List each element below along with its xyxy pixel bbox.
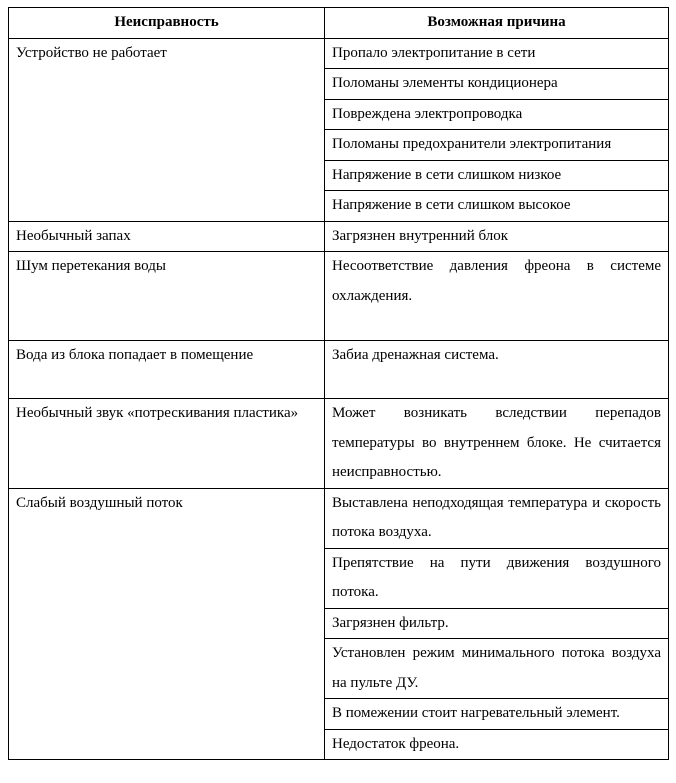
table-row [9, 399, 669, 489]
cause-item: Недостаток фреона. [325, 729, 668, 760]
header-fault: Неисправность [9, 8, 325, 39]
cause-item: В помежении стоит нагревательный элемент. [325, 698, 668, 729]
cause-cell: Загрязнен внутренний блок [325, 221, 669, 252]
table-row [9, 341, 669, 399]
cause-item: Поломаны предохранители электропитания [325, 129, 668, 160]
fault-cell: Устройство не работает [9, 38, 325, 221]
cause-item: Препятствие на пути движения воздушного потока. [325, 548, 668, 608]
fault-cell: Вода из блока попадает в помещение [9, 341, 325, 399]
cause-cell: Несоответствие давления фреона в системе охлаждения. [325, 252, 669, 341]
table-row [9, 252, 669, 341]
table-header-row [9, 8, 669, 39]
fault-cell: Необычный запах [9, 221, 325, 252]
fault-cell: Шум перетекания воды [9, 252, 325, 341]
cause-cell [325, 38, 669, 221]
cause-item: Пропало электропитание в сети [332, 44, 536, 61]
fault-cell: Необычный звук «потрескивания пластика» [9, 399, 325, 489]
cause-item: Напряжение в сети слишком низкое [325, 160, 668, 191]
table-row [9, 488, 669, 760]
cause-item: Установлен режим минимального потока воздуха на пульте ДУ. [325, 638, 668, 698]
cause-cell: Может возникать вследствии перепадов температуры во внутреннем блоке. Не считается неисправностью. [325, 399, 669, 489]
fault-cell: Слабый воздушный поток [9, 488, 325, 760]
cause-item: Загрязнен фильтр. [325, 608, 668, 639]
troubleshooting-table [8, 7, 669, 760]
table-row [9, 38, 669, 221]
cause-item: Поломаны элементы кондиционера [325, 68, 668, 99]
cause-cell [325, 488, 669, 760]
cause-item: Повреждена электропроводка [325, 99, 668, 130]
cause-item: Напряжение в сети слишком высокое [325, 190, 668, 221]
cause-item: Выставлена неподходящая температура и скорость потока воздуха. [332, 494, 661, 540]
header-cause: Возможная причина [325, 8, 669, 39]
table-row [9, 221, 669, 252]
cause-cell: Забиа дренажная система. [325, 341, 669, 399]
